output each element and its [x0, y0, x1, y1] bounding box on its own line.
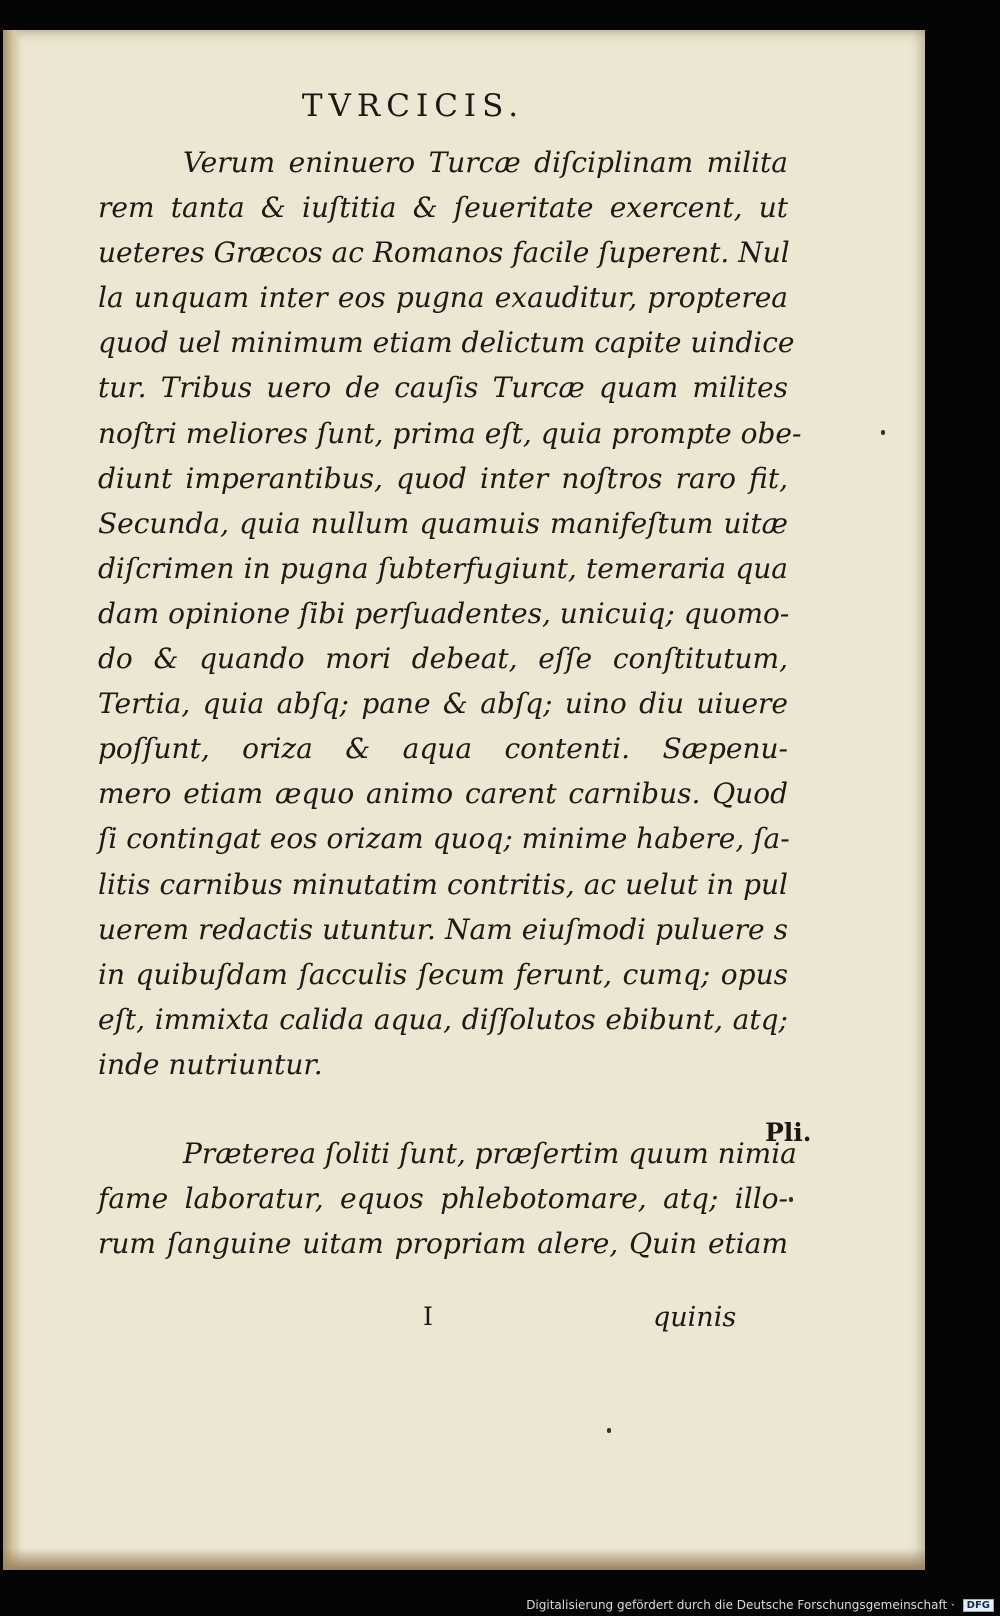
ink-speck: [607, 1428, 611, 1433]
text-line: la unquam inter eos pugna exauditur, propterea: [98, 281, 788, 315]
text-line: rum ſanguine uitam propriam alere, Quin etiam: [98, 1227, 788, 1261]
text-line: in quibuſdam ſacculis ſecum ferunt, cumq; opus: [98, 957, 788, 991]
page-bottom-edge: [3, 1548, 925, 1570]
text-line: noſtri meliores ſunt, prima eſt, quia prompte obe-: [98, 416, 802, 450]
text-line: litis carnibus minutatim contritis, ac uelut in pul: [98, 867, 788, 901]
text-line: tur. Tribus uero de cauſis Turcæ quam milites: [98, 371, 788, 405]
text-line: quod uel minimum etiam delictum capite uindice: [98, 326, 795, 360]
page-gutter-shadow: [3, 30, 21, 1570]
ink-speck: [881, 430, 885, 435]
body-text: [98, 140, 802, 1266]
running-head: TVRCICIS.: [301, 88, 525, 124]
text-line: fame laboratur, equos phlebotomare, atq; illo-: [98, 1182, 788, 1216]
text-line: Tertia, quia abſq; pane & abſq; uino diu uiuere: [98, 687, 788, 721]
text-line: rem tanta & iuſtitia & ſeueritate exercent, ut: [98, 191, 788, 225]
dfg-logo: DFG: [963, 1599, 994, 1612]
text-line: mero etiam æquo animo carent carnibus. Quod: [98, 777, 788, 811]
text-line: diſcrimen in pugna ſubterfugiunt, temeraria qua: [98, 551, 788, 585]
text-line: ueteres Græcos ac Romanos facile ſuperent. Nul: [98, 236, 790, 270]
text-line: diunt imperantibus, quod inter noſtros raro fit,: [98, 461, 788, 495]
text-line: inde nutriuntur.: [98, 1047, 323, 1081]
book-page: [3, 30, 925, 1570]
text-line: do & quando mori debeat, eſſe conſtitutum,: [98, 642, 788, 676]
text-line: eſt, immixta calida aqua, diſſolutos ebibunt, atq;: [98, 1002, 788, 1036]
text-line: Secunda, quia nullum quamuis manifeſtum uitæ: [98, 506, 788, 540]
marginal-note: Pli.: [765, 1118, 812, 1147]
text-line: poſſunt, oriza & aqua contenti. Sæpenu-: [98, 732, 788, 766]
digitization-credit: Digitalisierung gefördert durch die Deutsche Forschungsgemeinschaft · DFG: [526, 1598, 994, 1612]
text-line: dam opinione ſibi perſuadentes, unicuiq; quomo-: [98, 596, 790, 630]
text-line: ſi contingat eos orizam quoq; minime habere, ſa-: [98, 822, 790, 856]
text-line: Verum eninuero Turcæ diſciplinam milita: [183, 146, 788, 179]
text-line: uerem redactis utuntur. Nam eiuſmodi puluere s: [98, 912, 788, 946]
catchword: quinis: [653, 1302, 737, 1333]
ink-speck: [789, 1197, 793, 1202]
signature-mark: I: [423, 1302, 433, 1331]
credit-text: Digitalisierung gefördert durch die Deutsche Forschungsgemeinschaft: [526, 1598, 948, 1612]
paragraph-gap: [98, 1087, 788, 1131]
text-line: Præterea ſoliti ſunt, præſertim quum nimia: [183, 1136, 797, 1170]
